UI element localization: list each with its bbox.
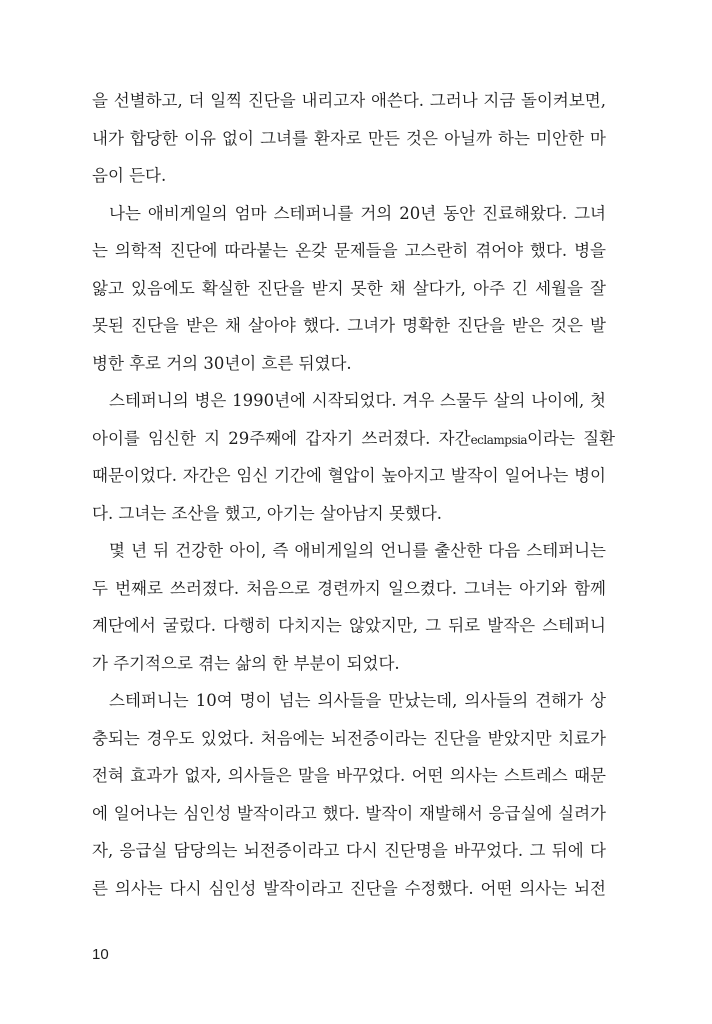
text-line: 다. 그녀는 조산을 했고, 아기는 살아남지 못했다. (92, 503, 443, 523)
text-line: 전혀 효과가 없자, 의사들은 말을 바꾸었다. 어떤 의사는 스트레스 때문 (92, 766, 606, 785)
text-line: 나는 애비게일의 엄마 스테퍼니를 거의 20년 동안 진료해왔다. 그녀 (109, 203, 606, 223)
text-line: 스테퍼니의 병은 1990년에 시작되었다. 겨우 스물두 살의 나이에, 첫 (109, 391, 606, 410)
page-number: 10 (92, 946, 109, 963)
text-line: 스테퍼니는 10여 명이 넘는 의사들을 만났는데, 의사들의 견해가 상 (109, 691, 606, 710)
text-segment: 아이를 임신한 지 29주째에 갑자기 쓰러졌다. 자간 (92, 428, 471, 448)
body-text (92, 82, 616, 907)
text-line: 음이 든다. (92, 166, 167, 185)
text-line: 가 주기적으로 겪는 삶의 한 부분이 되었다. (92, 653, 400, 673)
text-line: 병한 후로 거의 30년이 흐른 뒤였다. (92, 353, 352, 373)
text-line: 앓고 있음에도 확실한 진단을 받지 못한 채 살다가, 아주 긴 세월을 잘 (92, 278, 606, 298)
text-line: 두 번째로 쓰러졌다. 처음으로 경련까지 일으켰다. 그녀는 아기와 함께 (92, 578, 606, 598)
text-line: 른 의사는 다시 심인성 발작이라고 진단을 수정했다. 어떤 의사는 뇌전 (92, 878, 606, 898)
text-line: 에 일어나는 심인성 발작이라고 했다. 발작이 재발해서 응급실에 실려가 (92, 803, 606, 823)
text-line: 는 의학적 진단에 따라붙는 온갖 문제들을 고스란히 겪어야 했다. 병을 (92, 241, 606, 260)
text-line: 계단에서 굴렀다. 다행히 다치지는 않았지만, 그 뒤로 발작은 스테퍼니 (92, 616, 606, 635)
text-line: 때문이었다. 자간은 임신 기간에 혈압이 높아지고 발작이 일어나는 병이 (92, 466, 606, 485)
text-line: 몇 년 뒤 건강한 아이, 즉 애비게일의 언니를 출산한 다음 스테퍼니는 (109, 541, 606, 560)
text-line: 자, 응급실 담당의는 뇌전증이라고 다시 진단명을 바꾸었다. 그 뒤에 다 (92, 841, 606, 860)
text-line: 못된 진단을 받은 채 살아야 했다. 그녀가 명확한 진단을 받은 것은 발 (92, 316, 606, 335)
text-line: 내가 합당한 이유 없이 그녀를 환자로 만든 것은 아닐까 하는 미안한 마 (92, 128, 606, 148)
text-line: 충되는 경우도 있었다. 처음에는 뇌전증이라는 진단을 받았지만 치료가 (92, 728, 606, 748)
text-segment: 이라는 질환 (527, 428, 616, 448)
text-line (92, 420, 616, 458)
text-line: 을 선별하고, 더 일찍 진단을 내리고자 애쓴다. 그러나 지금 돌이켜보면, (92, 91, 606, 110)
english-term: eclampsia (470, 432, 528, 447)
